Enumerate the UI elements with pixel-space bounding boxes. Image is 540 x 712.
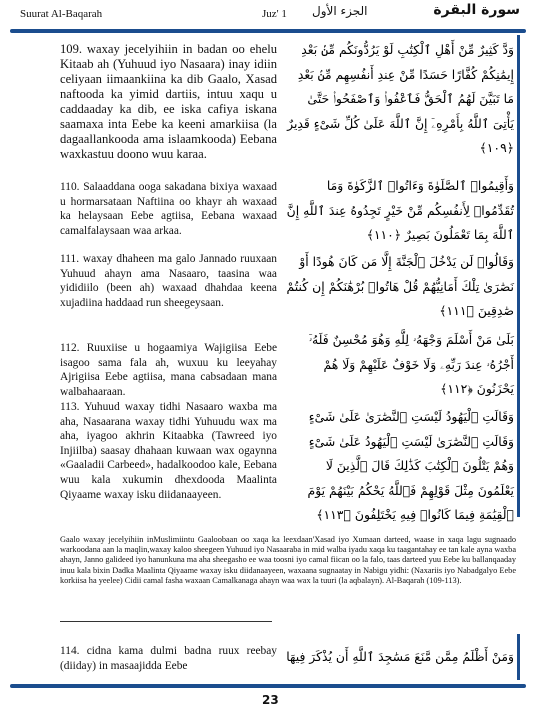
arabic-verse-111: وَقَالُوا۟ لَن يَدْخُلَ ٱلْجَنَّةَ إِلَّا مَن كَانَ هُودًا أَوْ نَصَٰرَىٰ تِلْكَ أَمَانِيُّهُمْ قُلْ هَاتُوا۟ بُرْهَٰنَكُمْ إِن كُنتُمْ صَٰدِقِينَ ﴿١١١﴾ [286, 254, 514, 319]
somali-verse-110: 110. Salaaddana ooga sakadana bixiya waxaad u hormarsataan Naftiina oo khayr ah waxaad ka helaysaan Eebe agtiisa, Eebana waxaad camalfalaysaan waa arkaa. [60, 181, 277, 237]
commentary-footnote: Gaalo waxay jecelyihiin inMuslimiintu Gaaloobaan oo xaqa ka leexdaan'Xasad iyo Xumaan darteed, waase in xaqa lagu sugnaado warkoodana aan la maqlin,waxay kaloo sheegeen Yuhuud iyo Nasaaraba in mid walba iyadu xaqa ku taagantahay ee tan kale ayna waxba ahayn, Janno galideed iyo hanunkuna ma aha sheegasho ee waa toosni iyo camal fiican oo la falo, taas darteed yuu Eebe ku ballanqaaday inuu kala bixin Dadka Maalinta Qiyaame waxay isku diidanaayeen, waxaana sugnaatay in Nabigu yidhi: (Naxariis iyo Nabadgalyo Eebe korkiisa ha yeelee) Cidii camal fasha waxaan Camalkanaga ahayn waa wax la tuuri (la aqbalayn). Al-Baqarah (109-113). [60, 535, 516, 585]
arabic-verse-112: بَلَىٰ مَنْ أَسْلَمَ وَجْهَهُۥ لِلَّهِ وَهُوَ مُحْسِنٌ فَلَهُۥٓ أَجْرُهُۥ عِندَ رَبِّهِۦ وَلَا خَوْفٌ عَلَيْهِمْ وَلَا هُمْ يَحْزَنُونَ ﴿١١٢﴾ [308, 332, 514, 397]
right-margin-bar [517, 35, 520, 517]
right-margin-bar-lower [517, 634, 520, 680]
footer-rule [10, 684, 526, 688]
sura-name: Suurat Al-Baqarah [20, 8, 103, 20]
arabic-verse-110: وَأَقِيمُوا۟ ٱلصَّلَوٰةَ وَءَاتُوا۟ ٱلزَّكَوٰةَ وَمَا تُقَدِّمُوا۟ لِأَنفُسِكُم مِّنْ خَيْرٍ تَجِدُوهُ عِندَ ٱللَّهِ إِنَّ ٱللَّهَ بِمَا تَعْمَلُونَ بَصِيرٌ ﴿١١٠﴾ [286, 178, 514, 243]
somali-verse-113: 113. Yuhuud waxay tidhi Nasaaro waxba ma aha, Nasaarana waxay tidhi Yuhuudu wax ma aha, iyagoo akhrin Kitaabka (Tawreed iyo Injiilba) saasay dhahaan kuwaan wax ogaynna «Gaaladii Carbeed», hadalkoodoo kale, Eebana wuu kala xukumin dhexdooda Maalinta Qiyaame waxay isku diidanaayeen. [60, 401, 277, 501]
juz-label: Juz' 1 [262, 8, 287, 20]
sura-arabic-title: سورة البقرة [433, 2, 520, 18]
juz-arabic: الجزء الأول [312, 4, 368, 18]
header-rule [10, 29, 526, 33]
arabic-verse-113: وَقَالَتِ ٱلْيَهُودُ لَيْسَتِ ٱلنَّصَٰرَىٰ عَلَىٰ شَىْءٍ وَقَالَتِ ٱلنَّصَٰرَىٰ لَيْسَتِ ٱلْيَهُودُ عَلَىٰ شَىْءٍ وَهُمْ يَتْلُونَ ٱلْكِتَٰبَ كَذَٰلِكَ قَالَ ٱلَّذِينَ لَا يَعْلَمُونَ مِثْلَ قَوْلِهِمْ فَٱللَّهُ يَحْكُمُ بَيْنَهُمْ يَوْمَ ٱلْقِيَٰمَةِ فِيمَا كَانُوا۟ فِيهِ يَخْتَلِفُونَ ﴿١١٣﴾ [307, 409, 514, 523]
arabic-verse-114: وَمَنْ أَظْلَمُ مِمَّن مَّنَعَ مَسَٰجِدَ ٱللَّهِ أَن يُذْكَرَ فِيهَا [286, 649, 514, 664]
somali-verse-112: 112. Ruuxiise u hogaamiya Wajigiisa Eebe isagoo sama fala ah, wuxuu ku leeyahay Ajrigiisa Eebe agtiisa, mana cabsadaan mana walbahaaraan. [60, 342, 277, 398]
section-separator [60, 621, 272, 622]
somali-verse-114: 114. cidna kama dulmi badna ruux reebay (diiday) in masaajidda Eebe [60, 645, 277, 672]
somali-verse-111: 111. waxay dhaheen ma galo Jannado ruuxaan Yuhuud ahayn ama Nasaaro, taasina waa yididiilo (been ah) waxaad dhahdaa keena xujadiina haddaad run sheegeysaan. [60, 253, 277, 309]
page-number: 23 [262, 693, 279, 707]
arabic-verse-109: وَدَّ كَثِيرٌ مِّنْ أَهْلِ ٱلْكِتَٰبِ لَوْ يَرُدُّونَكُم مِّنۢ بَعْدِ إِيمَٰنِكُمْ كُفَّارًا حَسَدًا مِّنْ عِندِ أَنفُسِهِم مِّنۢ بَعْدِ مَا تَبَيَّنَ لَهُمُ ٱلْحَقُّ فَٱعْفُوا۟ وَٱصْفَحُوا۟ حَتَّىٰ يَأْتِىَ ٱللَّهُ بِأَمْرِهِۦٓ إِنَّ ٱللَّهَ عَلَىٰ كُلِّ شَىْءٍ قَدِيرٌ ﴿١٠٩﴾ [287, 42, 514, 156]
somali-verse-109: 109. waxay jecelyihiin in badan oo ehelu Kitaab ah (Yuhuud iyo Nasaara) inay idiin celiyaan iimaankiina ka dib Gaalo, Xasad naftooda ka yimid dartiis, intuu xaqu u caddaaday ka dib, ee iska cafiya iskana saamaxa inta Eebe ka keeni amarkiisa (la dagaallankooda ama islaamkooda) Eebana waxkastuu doono wuu karaa. [60, 42, 277, 161]
